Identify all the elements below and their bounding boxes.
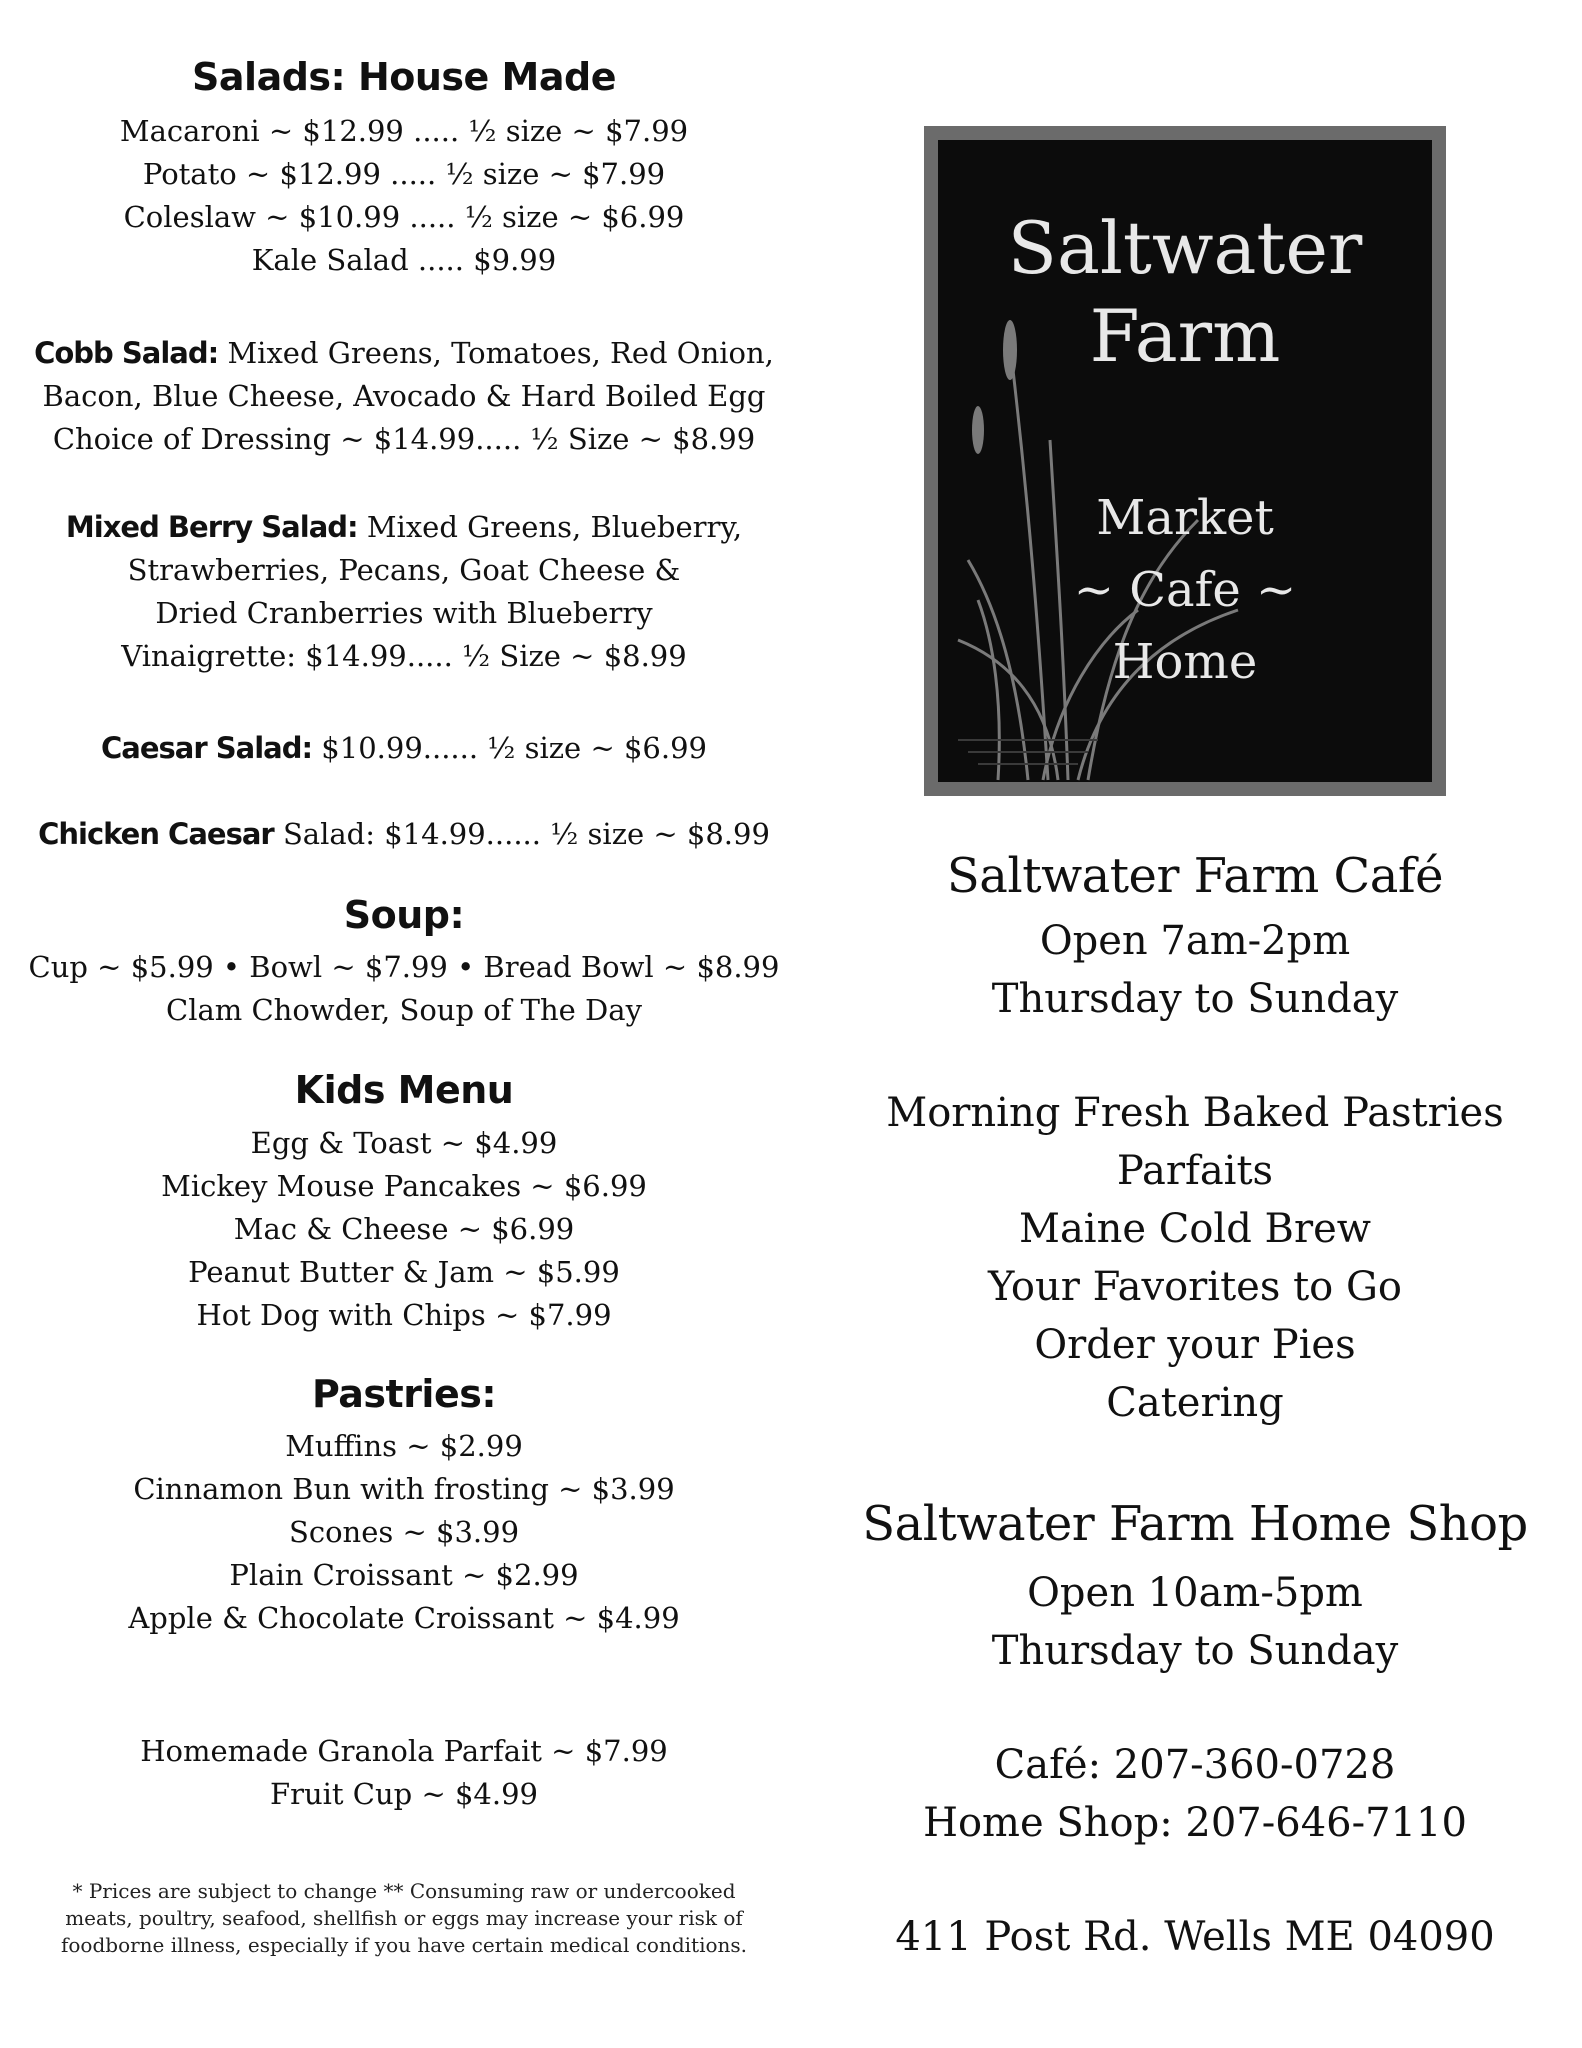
chicken-caesar-label: Chicken Caesar [38,817,274,851]
saltwater-farm-logo [924,126,1446,796]
pastry-item: Apple & Chocolate Croissant ~ $4.99 [128,1601,680,1635]
address: 411 Post Rd. Wells ME 04090 [895,1914,1495,1960]
logo-tag-market: Market [1096,490,1274,546]
kids-item: Peanut Butter & Jam ~ $5.99 [188,1255,620,1289]
salad-potato: Potato ~ $12.99 ..... ½ size ~ $7.99 [142,157,666,191]
caesar-salad-label: Caesar Salad: [101,731,313,765]
cafe-offering: Parfaits [1116,1148,1274,1194]
pastry-item: Scones ~ $3.99 [288,1515,520,1549]
pastry-item: Cinnamon Bun with frosting ~ $3.99 [133,1472,675,1506]
logo-tag-cafe: ~ Cafe ~ [1073,562,1297,618]
logo-tag-home: Home [1112,634,1258,690]
cobb-salad-label: Cobb Salad: [34,336,219,370]
salads-heading: Salads: House Made [192,55,616,99]
soup-types: Clam Chowder, Soup of The Day [166,993,642,1027]
home-shop-hours: Open 10am-5pm [1027,1570,1363,1616]
kids-item: Mac & Cheese ~ $6.99 [233,1212,575,1246]
logo-brand [924,204,1446,380]
home-shop-days: Thursday to Sunday [991,1628,1399,1674]
pastry-item: Muffins ~ $2.99 [285,1429,523,1463]
kids-item: Egg & Toast ~ $4.99 [250,1126,558,1160]
cobb-salad-line2: Bacon, Blue Cheese, Avocado & Hard Boiled Egg [42,379,766,413]
soup-sizes: Cup ~ $5.99 • Bowl ~ $7.99 • Bread Bowl ~ $8.99 [28,950,780,984]
salad-macaroni: Macaroni ~ $12.99 ..... ½ size ~ $7.99 [119,114,689,148]
caesar-salad: Caesar Salad: $10.99...... ½ size ~ $6.99 [101,731,707,765]
extra-item: Homemade Granola Parfait ~ $7.99 [140,1734,668,1768]
pastries-heading: Pastries: [311,1372,497,1416]
pastry-item: Plain Croissant ~ $2.99 [229,1558,579,1592]
cobb-salad-line1: Cobb Salad: Mixed Greens, Tomatoes, Red Onion, [34,336,774,370]
kids-item: Hot Dog with Chips ~ $7.99 [196,1298,612,1332]
disclaimer: * Prices are subject to change ** Consuming raw or undercooked meats, poultry, seafood, shellfish or eggs may increase your risk of foodborne illness, especially if you have certain medical conditions. [60,1879,748,1957]
cafe-title: Saltwater Farm Café [946,848,1444,904]
berry-salad-line2: Strawberries, Pecans, Goat Cheese & [127,553,681,587]
logo-brand-line1: Saltwater [1007,206,1363,290]
logo-brand-line2: Farm [1089,294,1281,378]
salad-coleslaw: Coleslaw ~ $10.99 ..... ½ size ~ $6.99 [123,200,685,234]
cafe-offering: Catering [1106,1380,1284,1426]
cafe-offering: Maine Cold Brew [1019,1206,1371,1252]
salad-kale: Kale Salad ..... $9.99 [251,243,557,277]
home-shop-phone: Home Shop: 207-646-7110 [923,1800,1467,1846]
cafe-offering: Morning Fresh Baked Pastries [886,1090,1504,1136]
cobb-salad-line3: Choice of Dressing ~ $14.99..... ½ Size ~ $8.99 [52,422,756,456]
extra-item: Fruit Cup ~ $4.99 [270,1777,538,1811]
cafe-days: Thursday to Sunday [991,976,1399,1022]
soup-heading: Soup: [343,893,465,937]
berry-salad-line1: Mixed Berry Salad: Mixed Greens, Blueberry, [65,510,743,544]
kids-heading: Kids Menu [294,1068,514,1112]
cafe-phone: Café: 207-360-0728 [994,1742,1396,1788]
home-shop-title: Saltwater Farm Home Shop [862,1496,1528,1552]
berry-salad-line4: Vinaigrette: $14.99..... ½ Size ~ $8.99 [121,639,687,673]
berry-salad-label: Mixed Berry Salad: [65,510,358,544]
cafe-offering: Your Favorites to Go [988,1264,1402,1310]
chicken-caesar-salad: Chicken Caesar Salad: $14.99...... ½ size ~ $8.99 [38,817,770,851]
cafe-offering: Order your Pies [1034,1322,1356,1368]
logo-tagline [924,482,1446,698]
cafe-hours: Open 7am-2pm [1039,918,1351,964]
berry-salad-line3: Dried Cranberries with Blueberry [155,596,653,630]
kids-item: Mickey Mouse Pancakes ~ $6.99 [161,1169,647,1203]
